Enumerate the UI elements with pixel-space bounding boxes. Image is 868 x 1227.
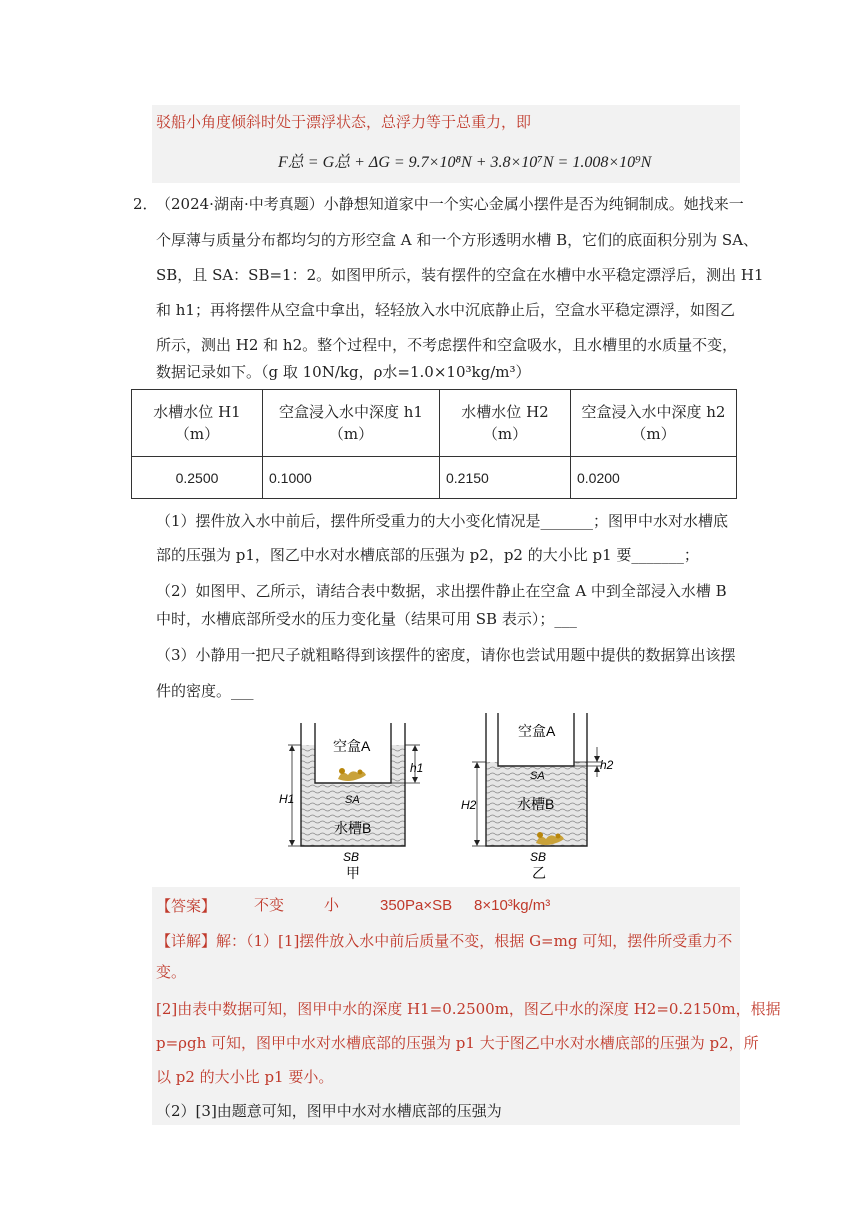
subq1-line1: （1）摆件放入水中前后，摆件所受重力的大小变化情况是_______；图甲中水对水槽底 (156, 512, 729, 530)
answer-item-2: 小 (324, 897, 340, 914)
explanation-text: 驳船小角度倾斜时处于漂浮状态，总浮力等于总重力，即 (156, 113, 532, 131)
subq3-line2: 件的密度。___ (156, 682, 254, 700)
detail-line-6: （2）[3]由题意可知，图甲中水对水槽底部的压强为 (156, 1102, 502, 1120)
answer-label: 【答案】 (156, 897, 217, 915)
question-line-4: 和 h1；再将摆件从空盒中拿出，轻轻放入水中沉底静止后，空盒水平稳定漂浮，如图乙 (156, 301, 735, 319)
label-sb-jia: SB (343, 850, 360, 864)
table-header-H1: 水槽水位 H1（m） (132, 390, 263, 457)
detail-line-2: 变。 (156, 963, 187, 981)
label-box-a-jia: 空盒A (333, 738, 371, 754)
question-line-5: 所示，测出 H2 和 h2。整个过程中，不考虑摆件和空盒吸水，且水槽里的水质量不变， (156, 336, 738, 354)
label-h1: h1 (410, 761, 424, 775)
answer-item-3: 350Pa×SB (380, 897, 453, 914)
data-table (131, 389, 737, 499)
experiment-figure (260, 705, 620, 885)
table-value-H2: 0.2150 (440, 457, 571, 499)
detail-line-4: p=ρgh 可知，图甲中水对水槽底部的压强为 p1 大于图乙中水对水槽底部的压强为 p2，所 (156, 1034, 759, 1052)
label-H1: H1 (279, 792, 295, 806)
subq3-line1: （3）小静用一把尺子就粗略得到该摆件的密度，请你也尝试用题中提供的数据算出该摆 (156, 646, 736, 664)
diagram-yi (461, 713, 614, 881)
table-header-row (132, 390, 737, 457)
buoyancy-formula: F总 = G总 + ΔG = 9.7×10⁸N + 3.8×10⁷N = 1.008×10⁹N (278, 154, 652, 171)
table-value-row (132, 457, 737, 499)
subq2-line1: （2）如图甲、乙所示，请结合表中数据，求出摆件静止在空盒 A 中到全部浸入水槽 B (156, 582, 727, 600)
question-line-1: （2024·湖南·中考真题）小静想知道家中一个实心金属小摆件是否为纯铜制成。她找来一 (156, 195, 744, 213)
label-H2: H2 (461, 798, 477, 812)
label-tank-b-yi: 水槽B (517, 796, 555, 812)
table-header-h2: 空盒浸入水中深度 h2（m） (571, 390, 737, 457)
subq1-line2: 部的压强为 p1，图乙中水对水槽底部的压强为 p2，p2 的大小比 p1 要_______； (156, 546, 699, 564)
table-header-h1: 空盒浸入水中深度 h1（m） (263, 390, 440, 457)
caption-jia: 甲 (346, 865, 360, 881)
label-sb-yi: SB (530, 850, 547, 864)
table-value-h1: 0.1000 (263, 457, 440, 499)
detail-line-1-text: 解：（1）[1]摆件放入水中前后质量不变，根据 G=mg 可知，摆件所受重力不 (216, 932, 733, 950)
answer-row (156, 895, 551, 917)
question-line-6: 数据记录如下。（g 取 10N/kg，ρ水=1.0×10³kg/m³） (156, 363, 531, 381)
subq2-line2: 中时，水槽底部所受水的压力变化量（结果可用 SB 表示）；___ (156, 610, 577, 628)
detail-line-5: 以 p2 的大小比 p1 要小。 (156, 1068, 334, 1086)
table-header-H2: 水槽水位 H2（m） (440, 390, 571, 457)
question-number: 2． (133, 195, 158, 213)
label-sa-yi: SA (530, 770, 545, 782)
caption-yi: 乙 (532, 865, 546, 881)
answer-item-4: 8×10³kg/m³ (474, 897, 551, 914)
diagram-jia (279, 723, 423, 881)
detail-line-1 (156, 930, 732, 952)
question-line-3: SB，且 SA：SB=1：2。如图甲所示，装有摆件的空盒在水槽中水平稳定漂浮后，测出 H1 (156, 266, 764, 284)
table-value-H1: 0.2500 (132, 457, 263, 499)
label-sa-jia: SA (345, 794, 360, 806)
detail-line-3: [2]由表中数据可知，图甲中水的深度 H1=0.2500m，图乙中水的深度 H2=0.2150m，根据 (156, 1000, 781, 1018)
label-tank-b-jia: 水槽B (334, 820, 372, 836)
table-value-h2: 0.0200 (571, 457, 737, 499)
detail-label: 【详解】 (156, 932, 217, 950)
label-h2: h2 (600, 758, 614, 772)
question-line-2: 个厚薄与质量分布都均匀的方形空盒 A 和一个方形透明水槽 B，它们的底面积分别为 SA、 (156, 231, 759, 249)
answer-item-1: 不变 (254, 897, 285, 914)
label-box-a-yi: 空盒A (518, 723, 556, 739)
